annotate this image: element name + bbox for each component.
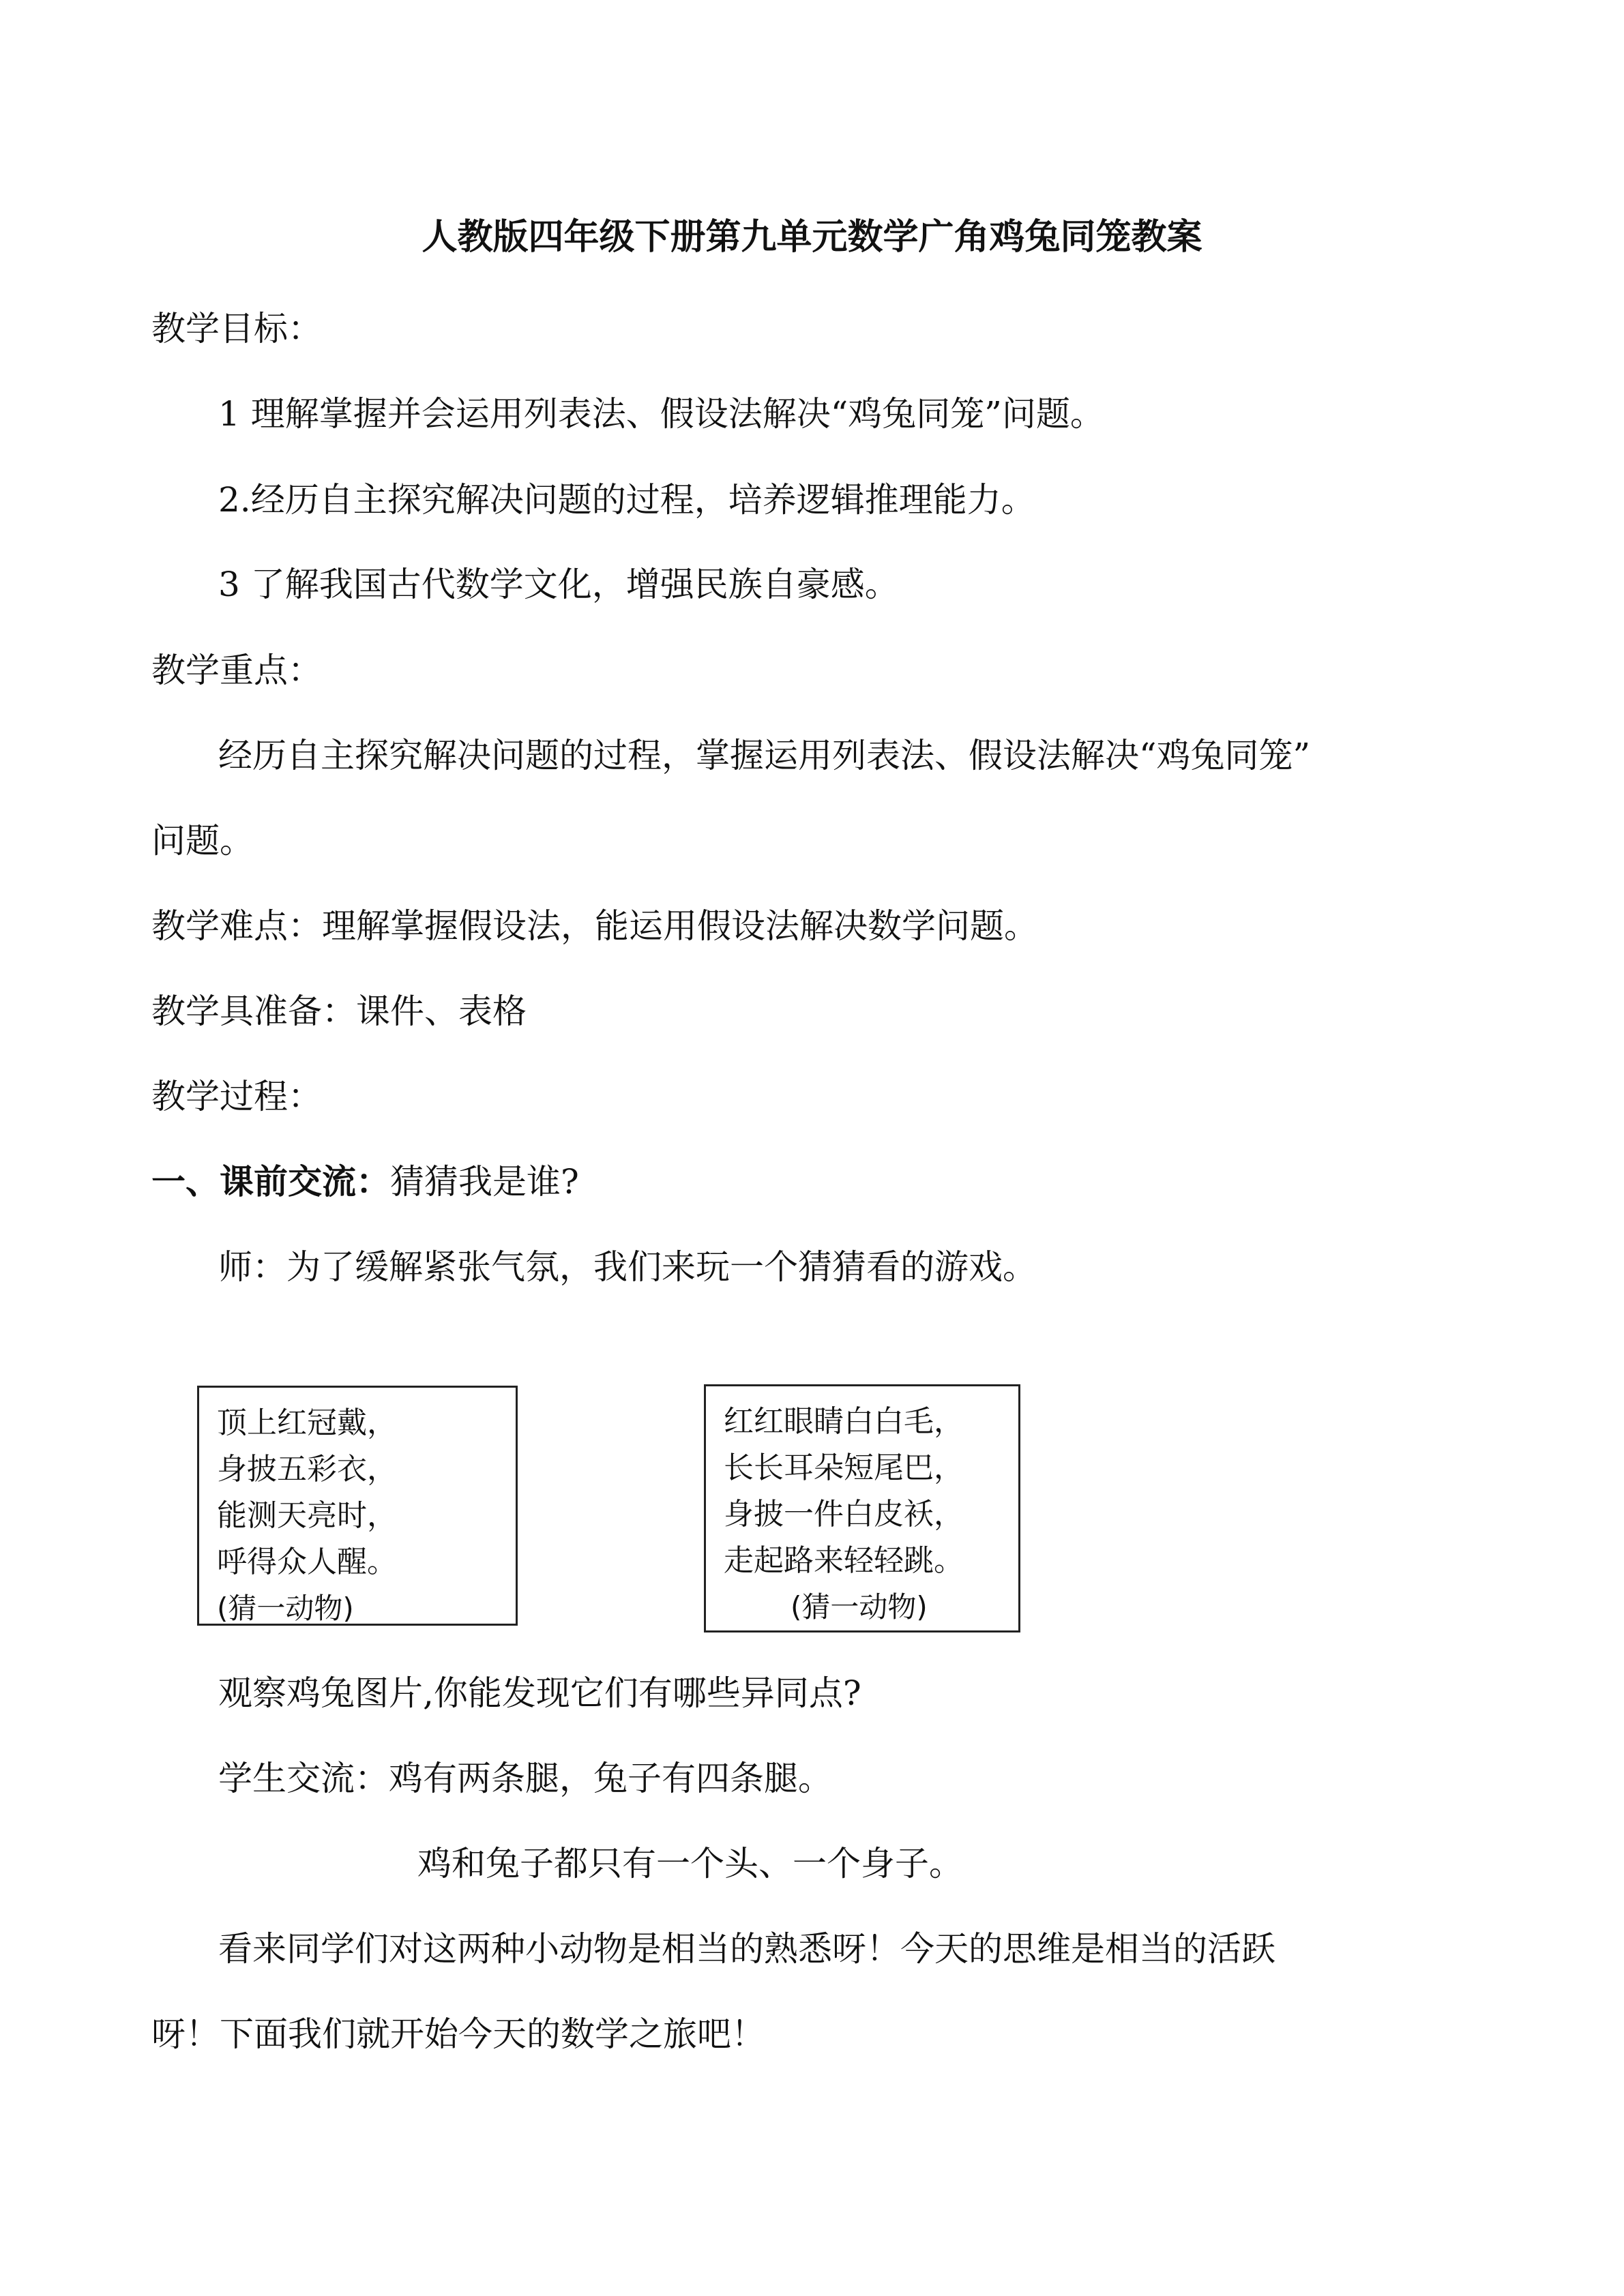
objective-1: 1 理解掌握并会运用列表法、假设法解决“鸡兔同笼”问题。 xyxy=(218,394,1104,434)
riddle-right-line-1: 红红眼睛白白毛， xyxy=(724,1404,964,1439)
riddle-box-right xyxy=(704,1384,1020,1632)
process-heading: 教学过程： xyxy=(151,1077,322,1116)
riddle-left-line-4: 呼得众人醒。 xyxy=(217,1545,397,1579)
riddle-right-line-4: 走起路来轻轻跳。 xyxy=(724,1543,964,1578)
closing-line-2: 呀！下面我们就开始今天的数学之旅吧！ xyxy=(151,2014,765,2054)
key-points-heading: 教学重点： xyxy=(151,651,322,690)
section-1-label: 一、课前交流： xyxy=(151,1161,390,1202)
riddle-left-line-1: 顶上红冠戴， xyxy=(217,1405,397,1440)
riddle-left-line-3: 能测天亮时， xyxy=(217,1498,397,1533)
materials-line: 教学具准备：课件、表格 xyxy=(151,992,527,1031)
teacher-line: 师：为了缓解紧张气氛，我们来玩一个猜猜看的游戏。 xyxy=(218,1247,1037,1287)
key-points-line-1: 经历自主探究解决问题的过程，掌握运用列表法、假设法解决“鸡兔同笼” xyxy=(218,736,1311,775)
riddle-box-left xyxy=(197,1386,518,1626)
closing-line-1: 看来同学们对这两种小动物是相当的熟悉呀！今天的思维是相当的活跃 xyxy=(218,1929,1275,1969)
riddle-left-hint: (猜一动物) xyxy=(217,1592,354,1625)
observe-question: 观察鸡兔图片,你能发现它们有哪些异同点? xyxy=(218,1673,861,1713)
riddle-left-line-2: 身披五彩衣， xyxy=(217,1452,397,1487)
objective-3: 3 了解我国古代数学文化，增强民族自豪感。 xyxy=(218,565,899,604)
riddle-right-hint: (猜一动物) xyxy=(791,1590,928,1624)
objectives-heading: 教学目标： xyxy=(151,309,322,348)
section-1-heading xyxy=(151,1158,579,1206)
riddle-right-line-3: 身披一件白皮袄， xyxy=(724,1497,964,1532)
objective-2: 2.经历自主探究解决问题的过程，培养逻辑推理能力。 xyxy=(218,480,1035,520)
document-title: 人教版四年级下册第九单元数学广角鸡兔同笼教案 xyxy=(422,216,1202,258)
key-points-line-2: 问题。 xyxy=(151,821,254,861)
student-exchange: 学生交流：鸡有两条腿，兔子有四条腿。 xyxy=(218,1759,832,1798)
riddle-right-line-2: 长长耳朵短尾巴， xyxy=(724,1450,964,1485)
difficulty-line: 教学难点：理解掌握假设法，能运用假设法解决数学问题。 xyxy=(151,906,1038,946)
section-1-text: 猜猜我是谁? xyxy=(390,1162,579,1202)
student-exchange-continued: 鸡和兔子都只有一个头、一个身子。 xyxy=(417,1844,963,1883)
